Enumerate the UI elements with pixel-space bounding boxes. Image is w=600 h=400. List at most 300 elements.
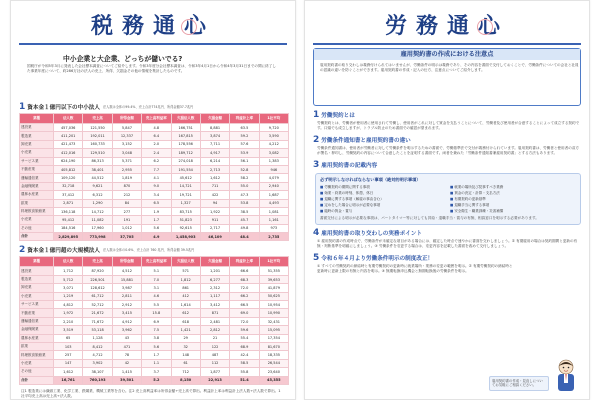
table-cell: 48.4	[230, 233, 259, 241]
table-cell: 39,501	[112, 376, 141, 384]
table-cell: 4,812	[54, 301, 83, 309]
list-item: ■ 臨時の賃金・賞与	[320, 209, 446, 214]
table-cell: 103	[54, 342, 83, 350]
table-cell: 42	[112, 359, 141, 367]
table-cell: 1,819	[112, 174, 141, 182]
table-cell: 624,190	[54, 157, 83, 165]
box-footer: 書面交付による明示が必要な事項は、パートタイマー等に対しても昇給・退職手当・賞与の有無、相談窓口を明示する必要があります。	[320, 215, 539, 220]
table-cell: 15.8	[142, 309, 171, 317]
row-label: 鉱業	[20, 342, 54, 350]
table-cell: 2,713	[200, 165, 229, 173]
table-cell: 167,815	[171, 132, 200, 140]
table-cell: 166,751	[171, 124, 200, 132]
table-cell: 2,481	[200, 317, 229, 325]
table-cell: 3,152	[112, 140, 141, 148]
table-row	[20, 275, 289, 283]
table-cell: 68.9	[230, 342, 259, 350]
table-cell: 1,327	[171, 199, 200, 207]
table-cell: 4,079	[259, 174, 288, 182]
table-row	[20, 359, 289, 367]
row-label: 金融保険業	[20, 326, 54, 334]
row-label: 製造業	[20, 275, 54, 283]
table-cell: 14,712	[83, 207, 112, 215]
table-cell: 2,912	[112, 301, 141, 309]
table-cell: 42.4	[230, 351, 259, 359]
table-cell: 51,355	[259, 267, 288, 275]
row-label: 鉱業	[20, 199, 54, 207]
table-cell: 1,712	[54, 267, 83, 275]
section-text: 労働契約とは、労働者が使用者に使用されて労働し、使用者がこれに対して賃金を支払うことについて、労働者及び使用者が合意することによって成立する契約です。口頭でも成立しますが、トラブル防止のため書面での確認が望まれます。	[317, 121, 580, 131]
section-title: 労働契約とは	[321, 113, 355, 119]
section-number: 3	[313, 159, 320, 170]
table-header-cell: 売上高	[83, 257, 112, 267]
table-cell: 37,705	[112, 233, 141, 241]
table-cell: 2,210	[54, 317, 83, 325]
table-cell: 5.6	[142, 224, 171, 232]
table-cell: 1.9	[142, 207, 171, 215]
headline: 雇用契約書の作成における注意点	[314, 49, 580, 60]
table-cell: 38.5	[230, 207, 259, 215]
table-cell: 8,881	[200, 124, 229, 132]
section-heading-r3	[313, 160, 581, 170]
table-cell: 55.0	[230, 182, 259, 190]
row-label: 不動産業	[20, 165, 54, 173]
table-cell: 1,612	[200, 174, 229, 182]
table-cell: 128,612	[83, 284, 112, 292]
table-cell: 81,670	[259, 342, 288, 350]
table-cell: 160,733	[83, 140, 112, 148]
section-heading-r2	[313, 135, 581, 145]
list-item: ■ 定めをした場合に明示が必要な事項	[320, 203, 446, 208]
table-cell: 57.6	[230, 140, 259, 148]
table-cell: 32,718	[54, 182, 83, 190]
table-cell: 69.0	[230, 309, 259, 317]
table-cell: 5.5	[142, 301, 171, 309]
callout-text: 雇用契約書の作成・見直しについてお気軽にご相談ください。	[489, 376, 549, 391]
table-cell: 3,962	[112, 326, 141, 334]
table-cell: 1,290	[83, 199, 112, 207]
table-cell: 41,879	[259, 284, 288, 292]
table-row	[20, 376, 289, 384]
table-cell: 3,902	[83, 359, 112, 367]
table-cell: 45,612	[171, 174, 200, 182]
table-cell: 84	[112, 199, 141, 207]
table-cell: 1,161	[259, 216, 288, 224]
table-cell: 3,590	[259, 132, 288, 140]
table-cell: 59.6	[230, 326, 259, 334]
section-number: 1	[313, 110, 320, 120]
table-cell: 17,960	[83, 224, 112, 232]
list-item: ■ 労働契約の期間に関する事項	[320, 185, 446, 190]
table-cell: 5,847	[112, 124, 141, 132]
table-cell: 6.9	[142, 317, 171, 325]
section-title: 資本金１億円超の大規模法人	[27, 247, 100, 254]
table-cell: 37,412	[54, 191, 83, 199]
section-number: 2	[313, 134, 320, 145]
table-cell: 3,415	[112, 309, 141, 317]
table-cell: 122	[200, 342, 229, 350]
table-cell: 7.7	[142, 165, 171, 173]
table-cell: 148	[171, 351, 200, 359]
row-label: 農林水産業	[20, 191, 54, 199]
large-company-table	[19, 256, 289, 384]
section-number: 2	[19, 244, 26, 255]
section-text: 労働条件通知書は、使用者が労働者に対して労働条件を明示するための書面で、労働基準法で交付が義務付けられています。雇用契約書は、労働者と使用者の双方が署名・押印し、労働契約の内容について合意したことを証明する書面です。両者を兼ねた「労働条件通知書兼雇用契約書」とする方法もあります。	[317, 145, 579, 156]
table-cell: 3.1	[142, 284, 171, 292]
table-cell: 45.7	[230, 216, 259, 224]
list-item: ■ 始業・終業の時刻、休憩、休日	[320, 191, 446, 196]
table-cell: 191	[112, 216, 141, 224]
row-label: 小売業	[20, 292, 54, 300]
right-intro-text: 雇用契約書の取り交わしは義務付けられてはいませんが、労働条件の明示は義務であり、その内容を書面で交付しておくことで、労働条件についての会社と社員の認識の違いを防ぐことができます。雇用契約書の作成・記入の仕方、注意点についてご紹介します。	[320, 63, 579, 73]
table-cell: 136,118	[54, 207, 83, 215]
table-cell: 1,812	[171, 275, 200, 283]
table-cell: 457,036	[54, 124, 83, 132]
table-cell: 87,920	[83, 267, 112, 275]
table-cell: 26,544	[259, 359, 288, 367]
section-heading-1	[19, 102, 287, 111]
row-label: 建設業	[20, 267, 54, 275]
table-header-cell: 業種	[20, 114, 54, 124]
table-cell: 422	[200, 191, 229, 199]
row-label: 金融保険業	[20, 182, 54, 190]
table-cell: 571	[171, 267, 200, 275]
section-heading-2	[19, 245, 287, 254]
mascot-icon	[551, 357, 581, 393]
table-cell: 412,016	[54, 149, 83, 157]
table-cell: 6.5	[142, 199, 171, 207]
table-header-cell: 業種	[20, 257, 54, 267]
section-title: 資本金１億円以下の中小法人	[27, 104, 100, 111]
table-cell: 47.3	[230, 191, 259, 199]
table-cell: 58.5	[230, 359, 259, 367]
table-cell: 53,118	[83, 326, 112, 334]
table-cell: 6,214	[200, 157, 229, 165]
table-cell: 109,120	[54, 174, 83, 182]
table-row	[20, 157, 289, 165]
required-items-box	[315, 173, 581, 225]
table-cell: 946	[259, 165, 288, 173]
table-cell: 1,128	[83, 334, 112, 342]
table-cell: 19,721	[171, 191, 200, 199]
row-label: 運輸通信業	[20, 174, 54, 182]
table-cell: 760,193	[83, 376, 112, 384]
table-cell: 2,940	[259, 182, 288, 190]
row-label: 小売業	[20, 149, 54, 157]
table-cell: 1,614	[171, 301, 200, 309]
table-footnote: 注1 製造業には繊維工業、化学工業、鉄鋼業、機械工業等を含む。注2 売上高利益率は所得金額÷売上高で算出。利益計上率は利益計上法人数÷法人数で算出。1社平均売上高は売上高÷法人数。	[21, 388, 281, 399]
table-row	[20, 351, 289, 359]
row-label: その他	[20, 224, 54, 232]
left-question: 中小企業と大企業、どっちが儲いでる?	[63, 55, 183, 63]
table-cell: 6,312	[83, 191, 112, 199]
row-label: 料理飲食旅館業	[20, 207, 54, 215]
table-cell: 21	[200, 334, 229, 342]
table-cell: 712	[171, 368, 200, 376]
row-label: 農林水産業	[20, 334, 54, 342]
left-page	[10, 0, 296, 400]
table-cell: 12,337	[112, 132, 141, 140]
table-cell: 1,415	[112, 368, 141, 376]
table-cell: 16,761	[54, 376, 83, 384]
table-cell: 2.4	[142, 149, 171, 157]
table-cell: 52.8	[230, 165, 259, 173]
table-cell: 1.7	[142, 351, 171, 359]
table-cell: 911	[200, 216, 229, 224]
table-cell: 66.6	[230, 267, 259, 275]
table-cell: 1,117	[200, 292, 229, 300]
table-cell: 95,412	[54, 216, 83, 224]
left-title-text: 税務通心	[90, 13, 215, 39]
table-cell: 711	[200, 182, 229, 190]
table-cell: 2.0	[142, 140, 171, 148]
table-cell: 129,510	[83, 149, 112, 157]
table-cell: 56.1	[230, 157, 259, 165]
row-label: 合計	[20, 233, 54, 241]
table-cell: 5,712	[54, 275, 83, 283]
table-cell: 1.7	[142, 216, 171, 224]
table-cell: 53.8	[230, 199, 259, 207]
table-row	[20, 165, 289, 173]
table-cell: 112	[200, 359, 229, 367]
table-cell: 3,874	[200, 132, 229, 140]
right-page-title	[305, 13, 589, 39]
box-header: 必ず明示しなければならない事項（絶対的明示事項）	[320, 176, 421, 182]
row-label: 小売業	[20, 359, 54, 367]
headline-box	[313, 48, 581, 106]
table-cell: 92,615	[171, 224, 200, 232]
table-header-cell: 法人数	[54, 114, 83, 124]
table-header-cell: 法人数	[54, 257, 83, 267]
table-cell: 274,018	[171, 157, 200, 165]
table-cell: 1.1	[142, 359, 171, 367]
list-item: ■ 有期契約の更新基準	[450, 197, 576, 202]
right-title-text: 労務通心	[384, 13, 509, 39]
table-cell: 2,955	[112, 165, 141, 173]
table-header-cell: 利益計上率	[230, 114, 259, 124]
table-cell: 38,401	[83, 165, 112, 173]
table-cell: 72.0	[230, 284, 259, 292]
table-cell: 52,712	[83, 301, 112, 309]
section-note: 法人数は全体の0.6%、売上合計 760 兆円、所得金額 39.5兆円	[103, 248, 195, 253]
section-text: ① 雇用契約書の作成時点で、労働条件が未確定な項目がある場合には、確定した時点で速やかに書面を交わしましょう。② 有期雇用の場合は契約期間と更新の有無・判断基準を明確にしましょう。③ 労働条件を変更する場合は、変更内容を記載した書面を改めて交付しましょう。	[317, 239, 578, 249]
list-item: ■ 退職手当に関する事項	[450, 203, 576, 208]
table-cell: 65	[54, 334, 83, 342]
table-row	[20, 368, 289, 376]
table-cell: 10,990	[259, 309, 288, 317]
table-cell: 1,201	[200, 267, 229, 275]
decorative-ring-icon	[477, 19, 493, 35]
row-label: 製造業	[20, 132, 54, 140]
table-cell: 411,201	[54, 132, 83, 140]
divider	[19, 43, 287, 45]
row-label: その他	[20, 368, 54, 376]
table-cell: 184,516	[54, 224, 83, 232]
table-cell: 11,082	[83, 216, 112, 224]
section-number: 5	[313, 252, 320, 263]
table-cell: 212	[112, 191, 141, 199]
list-item: ■ 就業の場所及び従事すべき業務	[450, 185, 576, 190]
small-company-table	[19, 113, 289, 241]
table-cell: 3,048	[112, 149, 141, 157]
table-cell: 46,109	[200, 233, 229, 241]
section-text: ① すべての労働契約の締結時と有期労働契約の更新時に就業場所・業務の変更の範囲を明示。② 有期労働契約の締結時と更新時に更新上限の有無と内容を明示。③ 無期転換申込機会と無期転換後の労働条件を明示。	[317, 263, 513, 274]
table-cell: 61,712	[83, 292, 112, 300]
table-cell: 7,711	[200, 140, 229, 148]
table-cell: 78	[112, 351, 141, 359]
table-cell: 5,371	[112, 157, 141, 165]
table-cell: 6,277	[200, 275, 229, 283]
table-cell: 4.9	[142, 233, 171, 241]
table-cell: 9,621	[83, 182, 112, 190]
table-cell: 618	[171, 317, 200, 325]
table-cell: 5.6	[142, 342, 171, 350]
table-cell: 5.2	[142, 376, 171, 384]
table-cell: 191,554	[171, 165, 200, 173]
table-cell: 68.3	[230, 275, 259, 283]
table-row	[20, 216, 289, 224]
table-cell: 23,640	[259, 368, 288, 376]
left-intro-text: 国税庁が令和5年3月に発表した会社標本調査についてご紹介します。令和3年度分会社標本調査は、令和3年4月1日から令和4年3月31日までの間に終了した事業年度について、約286万社の法人の売上、所得、欠損金その他の情報を集計したものです。	[27, 64, 276, 74]
table-cell: 2,312	[200, 284, 229, 292]
table-header-cell: 欠損金額	[200, 114, 229, 124]
row-label: 合計	[20, 376, 54, 384]
table-cell: 192,011	[83, 132, 112, 140]
list-item: ■ 安全衛生・職業訓練・災害補償	[450, 209, 576, 214]
table-header-cell: 1社平均	[259, 257, 288, 267]
table-header-cell: 売上高	[83, 114, 112, 124]
row-label: 不動産業	[20, 309, 54, 317]
table-cell: 4.1	[142, 174, 171, 182]
table-cell: 49.8	[230, 224, 259, 232]
table-cell: 189,712	[171, 149, 200, 157]
list-item: ■ 賃金の決定・計算・支払方法	[450, 191, 576, 196]
table-cell: 861	[171, 284, 200, 292]
row-label: サービス業	[20, 157, 54, 165]
table-row	[20, 182, 289, 190]
table-cell: 277	[112, 207, 141, 215]
table-row	[20, 224, 289, 232]
table-cell: 471	[112, 342, 141, 350]
table-cell: 3.8	[142, 334, 171, 342]
table-cell: 1,922	[200, 207, 229, 215]
table-cell: 2,829,895	[54, 233, 83, 241]
row-label: 運輸通信業	[20, 317, 54, 325]
table-cell: 5.1	[142, 267, 171, 275]
row-label: 建設業	[20, 124, 54, 132]
table-cell: 3,082	[259, 149, 288, 157]
table-cell: 1,972	[54, 309, 83, 317]
table-cell: 1,877	[200, 368, 229, 376]
table-cell: 9.0	[142, 182, 171, 190]
table-row	[20, 140, 289, 148]
table-row	[20, 207, 289, 215]
table-row	[20, 326, 289, 334]
table-cell: 94	[200, 199, 229, 207]
row-label: 卸売業	[20, 284, 54, 292]
table-cell: 1,081	[259, 207, 288, 215]
section-title: 令和６年４月より労働条件明示の制度改正！	[321, 255, 434, 262]
table-cell: 3.4	[142, 191, 171, 199]
table-cell: 29	[171, 334, 200, 342]
table-cell: 14,721	[171, 182, 200, 190]
table-header-cell: 利益計上率	[230, 257, 259, 267]
table-cell: 17,354	[259, 334, 288, 342]
table-row	[20, 292, 289, 300]
right-page	[304, 0, 590, 400]
table-cell: 59.2	[230, 132, 259, 140]
table-cell: 1,421	[171, 326, 200, 334]
row-label: 料理飲食旅館業	[20, 351, 54, 359]
table-cell: 1,458,903	[171, 233, 200, 241]
table-cell: 4,912	[112, 317, 141, 325]
required-items-list	[320, 185, 576, 214]
table-cell: 412	[171, 292, 200, 300]
table-cell: 43	[112, 334, 141, 342]
table-row	[20, 132, 289, 140]
table-cell: 4.6	[142, 292, 171, 300]
table-row	[20, 124, 289, 132]
row-label: 小売業	[20, 216, 54, 224]
table-row	[20, 267, 289, 275]
table-cell: 83,715	[171, 207, 200, 215]
table-cell: 63.5	[230, 124, 259, 132]
table-cell: 6.2	[142, 157, 171, 165]
table-cell: 39,653	[259, 275, 288, 283]
table-cell: 2,812	[200, 326, 229, 334]
table-cell: 86,313	[83, 157, 112, 165]
table-cell: 32,431	[259, 317, 288, 325]
table-cell: 226,501	[83, 275, 112, 283]
table-cell: 71,672	[83, 317, 112, 325]
table-cell: 9,720	[259, 124, 288, 132]
table-cell: 4,512	[112, 267, 141, 275]
table-cell: 8,412	[83, 342, 112, 350]
table-cell: 3,987	[112, 284, 141, 292]
table-cell: 773,998	[83, 233, 112, 241]
table-header-cell: 欠損法人数	[171, 257, 200, 267]
table-cell: 66.2	[230, 292, 259, 300]
table-cell: 7.5	[142, 326, 171, 334]
table-cell: 4,212	[259, 140, 288, 148]
table-cell: 4,917	[200, 149, 229, 157]
table-row	[20, 301, 289, 309]
table-cell: 257	[54, 351, 83, 359]
divider	[313, 43, 581, 45]
table-cell: 45,355	[259, 376, 288, 384]
row-label: 卸売業	[20, 140, 54, 148]
table-cell: 32	[171, 342, 200, 350]
table-row	[20, 199, 289, 207]
table-cell: 44,512	[83, 174, 112, 182]
table-header-cell: 所得金額	[112, 257, 141, 267]
section-heading-r5	[313, 253, 581, 263]
section-note: 法人数は全体の99.4%、売上合計774兆円、所得金額37.7兆円	[103, 105, 194, 109]
table-cell: 7.0	[142, 275, 171, 283]
table-cell: 487	[200, 351, 229, 359]
section-number: 1	[19, 101, 26, 112]
table-cell: 1,219	[54, 292, 83, 300]
table-row	[20, 342, 289, 350]
table-cell: 15,095	[259, 326, 288, 334]
table-cell: 3,519	[54, 326, 83, 334]
table-cell: 1,612	[54, 368, 83, 376]
table-header-cell: 所得金額	[112, 114, 141, 124]
table-row	[20, 233, 289, 241]
table-cell: 1,687	[259, 191, 288, 199]
table-cell: 121,550	[83, 124, 112, 132]
decorative-ring-icon	[181, 19, 197, 35]
